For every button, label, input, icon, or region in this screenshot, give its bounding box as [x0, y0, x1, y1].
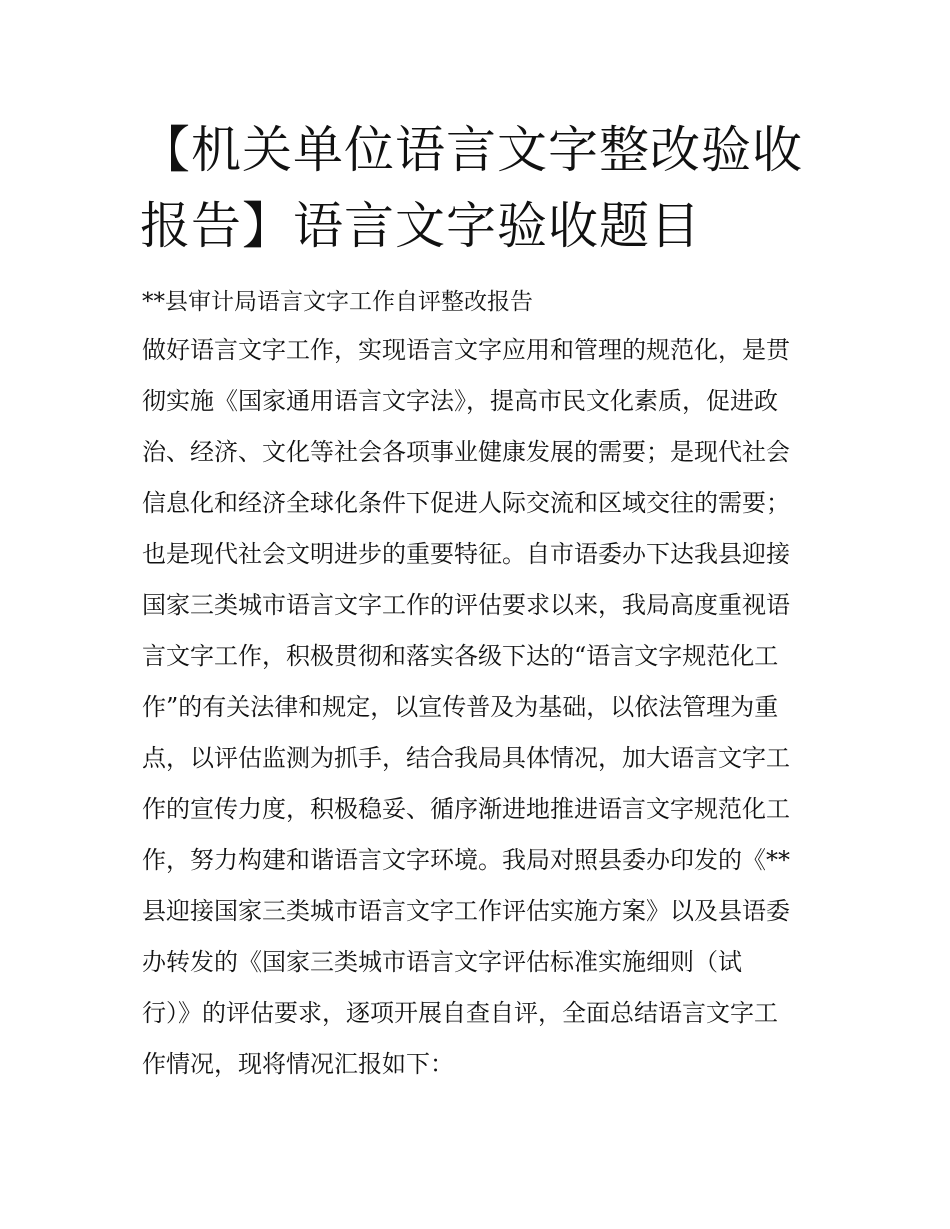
body-line: 作”的有关法律和规定，以宣传普及为基础，以依法管理为重	[142, 693, 779, 721]
document-body	[142, 333, 814, 1098]
title-line: 报告】语言文字验收题目	[140, 197, 701, 255]
body-line: 点，以评估监测为抓手，结合我局具体情况，加大语言文字工	[142, 744, 790, 772]
body-line: 作，努力构建和谐语言文字环境。我局对照县委办印发的《**	[142, 846, 790, 874]
body-line: 言文字工作，积极贯彻和落实各级下达的“语言文字规范化工	[142, 642, 779, 670]
document-subtitle: **县审计局语言文字工作自评整改报告	[142, 289, 533, 315]
body-line: 国家三类城市语言文字工作的评估要求以来，我局高度重视语	[142, 591, 790, 619]
body-line: 治、经济、文化等社会各项事业健康发展的需要；是现代社会	[142, 438, 790, 466]
body-line: 信息化和经济全球化条件下促进人际交流和区域交往的需要；	[142, 489, 790, 517]
body-line: 作的宣传力度，积极稳妥、循序渐进地推进语言文字规范化工	[142, 795, 790, 823]
body-line: 做好语言文字工作，实现语言文字应用和管理的规范化，是贯	[142, 336, 790, 364]
body-line: 也是现代社会文明进步的重要特征。自市语委办下达我县迎接	[142, 540, 790, 568]
body-line: 县迎接国家三类城市语言文字工作评估实施方案》以及县语委	[142, 897, 790, 925]
body-line: 办转发的《国家三类城市语言文字评估标准实施细则（试	[142, 948, 742, 976]
body-line: 行）》的评估要求，逐项开展自查自评，全面总结语言文字工	[142, 999, 778, 1027]
document-title	[140, 112, 820, 264]
body-line: 彻实施《国家通用语言文字法》，提高市民文化素质，促进政	[142, 387, 778, 415]
body-line: 作情况，现将情况汇报如下：	[142, 1050, 454, 1078]
title-line: 【机关单位语言文字整改验收	[140, 121, 803, 179]
